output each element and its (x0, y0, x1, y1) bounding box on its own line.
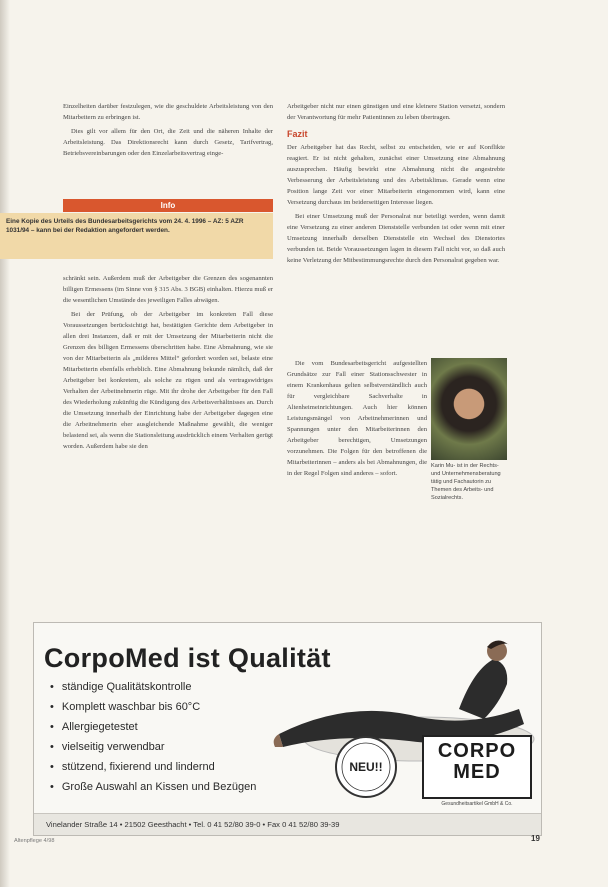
article-column-right-top (287, 101, 505, 269)
ad-headline: CorpoMed ist Qualität (44, 643, 331, 673)
logo-text-bottom: MED (453, 761, 501, 783)
badge-text: NEU!! (349, 760, 383, 774)
author-photo (431, 358, 507, 460)
page-number: 19 (531, 834, 540, 843)
article-paragraph: Dies gilt vor allem für den Ort, die Zeit und die näheren Inhalte der Arbeitsleistung. Das Direktionsrecht kann durch Gesetz, Tarifvertrag, Betriebsvereinbarungen oder den Einzelarbeitsvertrag einge- (63, 128, 273, 157)
new-product-badge (334, 735, 398, 799)
article-paragraph: Arbeitgeber nicht nur einen günstigen und eine kleinere Station versetzt, sondern der Verantwortung für mehr Patientinnen zu leben übertragen. (287, 103, 505, 121)
ad-feature-item: • vielseitig verwendbar (50, 737, 256, 757)
logo-text-top: CORPO (437, 740, 517, 762)
article-column-left-top (63, 101, 273, 162)
info-box (0, 213, 273, 259)
article-column-right-bottom (287, 358, 427, 482)
author-caption (431, 462, 507, 502)
ad-feature-list (50, 677, 256, 797)
ad-feature-item: • stützend, fixierend und lindernd (50, 757, 256, 777)
author-caption-text: Karin Mu- ist in der Rechts- und Unternehmensberatung tätig und Fachautorin zu Themen des Arbeits- und Sozialrechts. (431, 463, 501, 501)
logo-subline: Gesundheitsartikel GmbH & Co. (441, 801, 513, 807)
ad-contact-footer: Vinelander Straße 14 • 21502 Geesthacht • Tel. 0 41 52/80 39-0 • Fax 0 41 52/80 39-39 (34, 813, 541, 835)
issue-label: Altenpflege 4/98 (14, 838, 55, 844)
info-box-text: Eine Kopie des Urteils des Bundesarbeitsgerichts vom 24. 4. 1996 – AZ: 5 AZR 1031/94 – kann bei der Redaktion angefordert werden. (6, 218, 244, 234)
info-box-header: Info (63, 199, 273, 212)
fazit-heading: Fazit (287, 129, 308, 139)
corpomed-advertisement[interactable] (33, 622, 542, 836)
ad-feature-item: • Große Auswahl an Kissen und Bezügen (50, 777, 256, 797)
article-paragraph: schränkt sein. Außerdem muß der Arbeitgeber die Grenzen des sogenannten billigen Ermessens (im Sinne von § 315 Abs. 3 BGB) einhalten. Hierzu muß er die wesentlichen Umstände des jeweiligen Falles abwägen. (63, 275, 273, 304)
article-paragraph: Bei der Prüfung, ob der Arbeitgeber im konkreten Fall diese Voraussetzungen berücksichtigt hat, bestätigten Gerichte dem Arbeitgeber in allen drei Instanzen, daß er mit der Umsetzung der Mitarbeiterin nicht die Grenzen des billigen Ermessens überschritten habe. Eine Abmahnung, wie sie von der Mitarbeiterin als „milderes Mittel“ gefordert worden sei, belaste eine Mitarbeiterin ebenfalls erheblich. Eine Abmahnung bekunde nämlich, daß der Arbeitgeber bei konkretem, als solche zu rügen und als vertragswidriges Verhalten der Arbeitnehmerin rüge. Mit ihr drohe der Arbeitgeber für den Fall des Wiederholung zukünftig die Kündigung des Arbeitsverhältnisses an. Durch die Umsetzung innerhalb der Einrichtung habe der Arbeitgeber dagegen eine die Arbeitnehmerin eher ausgleichende Maßnahme gewählt, die weniger belastend sei, als wenn die Stationsleitung ausdrücklich einem Verhalten gerügt worden. Außerdem habe sie den (63, 311, 273, 450)
article-paragraph: Bei einer Umsetzung muß der Personalrat nur beteiligt werden, wenn damit eine Versetzung zu einer anderen Dienststelle verbunden ist oder wenn mit einer Umsetzung innerhalb derselben Dienststelle ein Wechsel des Dienstortes verbunden ist. Beide Voraussetzungen lagen in diesem Fall nicht vor, so daß auch keine Verletzung der Mitbestimmungsrechte durch den Personalrat gegeben war. (287, 213, 505, 264)
article-paragraph: Einzelheiten darüber festzulegen, wie die geschuldete Arbeitsleistung von den Mitarbeitern zu erbringen ist. (63, 103, 273, 121)
ad-feature-item: • Komplett waschbar bis 60°C (50, 697, 256, 717)
corpomed-logo (422, 735, 532, 799)
ad-feature-item: • Allergiegetestet (50, 717, 256, 737)
article-paragraph: Der Arbeitgeber hat das Recht, selbst zu entscheiden, wie er auf Konflikte reagiert. Er ist nicht gehalten, zunächst einer Umsetzung eine Abmahnung auszusprechen. Häufig bewirkt eine Abmahnung nicht die angestrebte Verbesserung der Arbeitsleistung und des Arbeitsklimas. Gerade wenn eine Position lange Zeit vor einer Mitarbeiterin eingenommen wird, kann eine Versetzung durchaus im beiderseitigen Interesse liegen. (287, 144, 505, 206)
article-column-left-bottom (63, 273, 273, 455)
scan-edge-shadow (0, 0, 10, 887)
article-paragraph: Die vom Bundesarbeitsgericht aufgestellten Grundsätze zur Fall einer Stationsschwester in einem Krankenhaus gelten selbstverständlich auch für vergleichbare Sachverhalte in Altenheimeinrichtungen. Auch hier können Leistungsmängel von Arbeitnehmerinnen und Spannungen unter den Mitarbeiterinnen den Arbeitgeber berechtigen, Umsetzungen vorzunehmen. Die Folgen für den betroffenen die Mitarbeiterinnen – anders als bei Abmahnungen, die in der Regel Folgen sind anderes – sofort. (287, 360, 427, 477)
ad-feature-item: • ständige Qualitätskontrolle (50, 677, 256, 697)
